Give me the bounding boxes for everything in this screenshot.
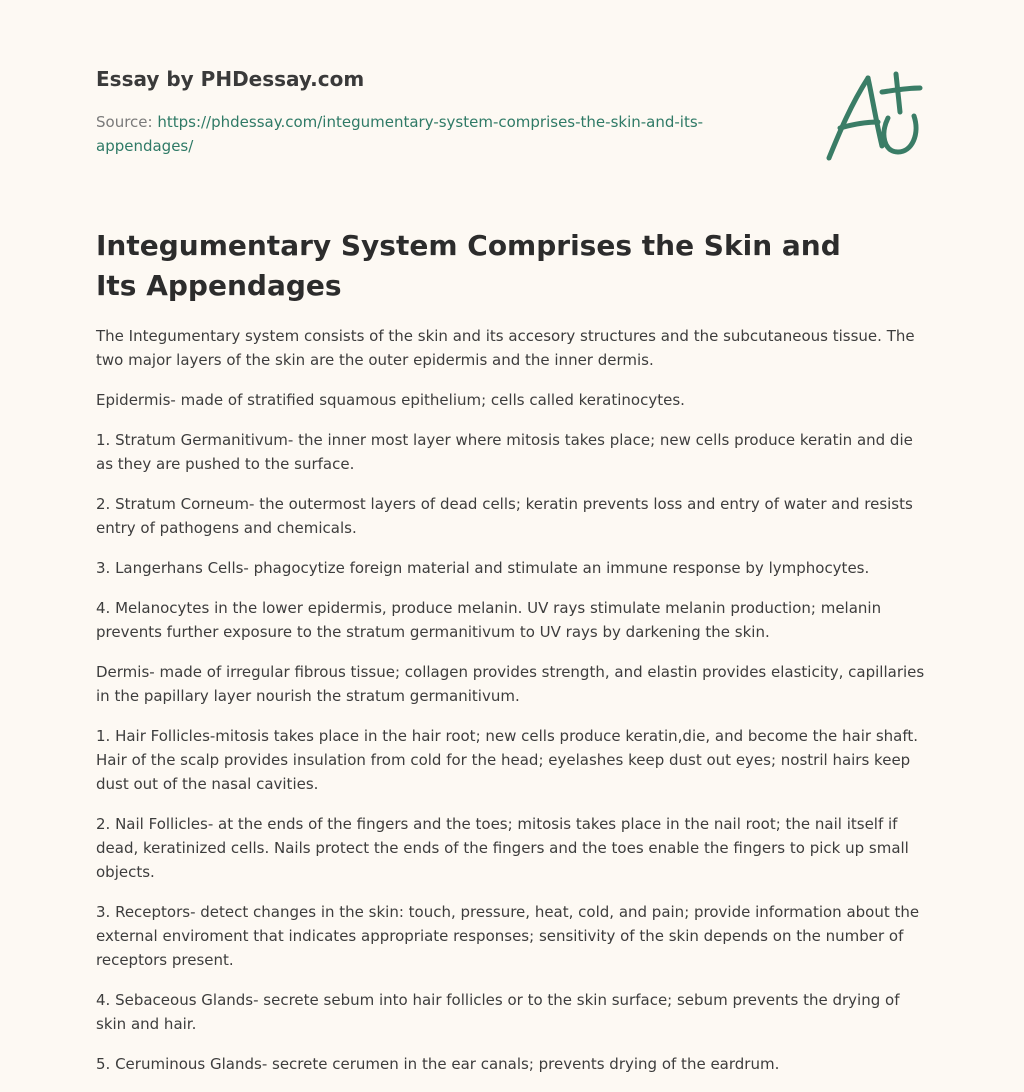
a-plus-grade-icon [820,66,930,166]
paragraph: 2. Stratum Corneum- the outermost layers of dead cells; keratin prevents loss and entry of water and resists entry of pathogens and chemicals. [96,495,913,537]
paragraph: 5. Ceruminous Glands- secrete cerumen in the ear canals; prevents drying of the eardrum. [96,1055,780,1073]
paragraph: 3. Langerhans Cells- phagocytize foreign material and stimulate an immune response by lymphocytes. [96,559,870,577]
article-body [96,324,932,1092]
paragraph: 3. Receptors- detect changes in the skin: touch, pressure, heat, cold, and pain; provide information about the external enviroment that indicates appropriate responses; sensitivity of the skin depends on the number of receptors present. [96,903,920,969]
paragraph: 4. Sebaceous Glands- secrete sebum into hair follicles or to the skin surface; sebum prevents the drying of skin and hair. [96,991,900,1033]
paragraph: Dermis- made of irregular fibrous tissue; collagen provides strength, and elastin provides elasticity, capillaries in the papillary layer nourish the stratum germanitivum. [96,663,925,705]
source-link[interactable]: https://phdessay.com/integumentary-system-comprises-the-skin-and-its-appendages/ [96,113,704,155]
paragraph: 2. Nail Follicles- at the ends of the fingers and the toes; mitosis takes place in the nail root; the nail itself if dead, keratinized cells. Nails protect the ends of the fingers and the toes enable the fingers to pick up small objects. [96,815,909,881]
paragraph: 1. Stratum Germanitivum- the inner most layer where mitosis takes place; new cells produce keratin and die as they are pushed to the surface. [96,431,913,473]
paragraph: 1. Hair Follicles-mitosis takes place in the hair root; new cells produce keratin,die, and become the hair shaft. Hair of the scalp provides insulation from cold for the head; eyelashes keep dust out eyes; nostril hairs keep dust out of the nasal cavities. [96,727,919,793]
paragraph: The Integumentary system consists of the skin and its accesory structures and the subcutaneous tissue. The two major layers of the skin are the outer epidermis and the inner dermis. [96,327,915,369]
site-brand: Essay by PHDessay.com [96,67,365,91]
article-title: Integumentary System Comprises the Skin and Its Appendages [96,229,841,302]
source-label: Source: [96,113,158,131]
paragraph: 4. Melanocytes in the lower epidermis, produce melanin. UV rays stimulate melanin production; melanin prevents further exposure to the stratum germanitivum to UV rays by darkening the skin. [96,599,882,641]
paragraph: Epidermis- made of stratified squamous epithelium; cells called keratinocytes. [96,391,685,409]
source-line [96,110,746,158]
